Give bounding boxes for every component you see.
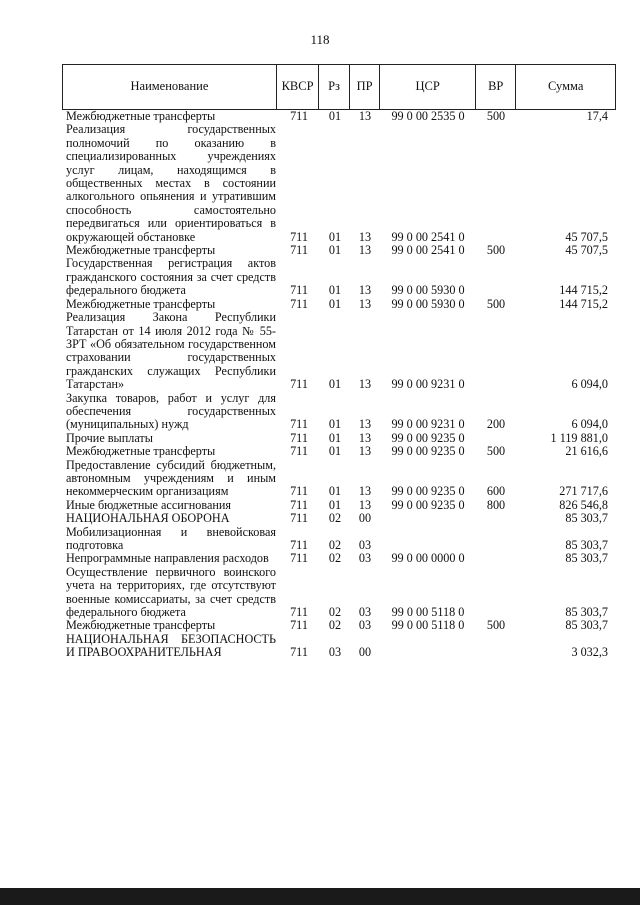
row-rz: 01 (328, 484, 342, 499)
table-row (62, 526, 616, 553)
row-kvsr: 711 (290, 430, 308, 445)
row-sum: 85 303,7 (565, 551, 608, 566)
header-rz: Рз (319, 65, 350, 109)
row-kvsr: 711 (290, 511, 308, 526)
row-csr (380, 633, 476, 660)
table-row (62, 619, 616, 632)
row-pr: 00 (358, 511, 372, 526)
row-csr: 99 0 00 2541 0 (391, 229, 465, 244)
row-sum: 21 616,6 (565, 444, 608, 459)
table-row (62, 298, 616, 311)
row-pr: 03 (358, 551, 372, 566)
table-row (62, 392, 616, 432)
row-vr (476, 512, 516, 525)
row-kvsr: 711 (290, 497, 308, 512)
table-row (62, 633, 616, 660)
row-csr: 99 0 00 9235 0 (391, 444, 465, 459)
row-rz: 01 (328, 497, 342, 512)
row-csr: 99 0 00 9235 0 (391, 430, 465, 445)
row-sum: 1 119 881,0 (550, 430, 608, 445)
row-vr (476, 526, 516, 553)
row-name: Межбюджетные трансферты (66, 618, 216, 633)
row-rz: 02 (328, 538, 342, 552)
row-rz: 01 (328, 377, 342, 392)
row-name: Иные бюджетные ассигнования (66, 497, 232, 512)
row-pr: 13 (358, 377, 372, 392)
row-name: Государственная регистрация актов гражданского состояния за счет средств федерального бюджета (66, 256, 276, 298)
table-row (62, 123, 616, 244)
row-pr: 13 (358, 296, 372, 311)
row-rz: 01 (328, 430, 342, 445)
row-pr: 13 (358, 444, 372, 459)
row-rz: 01 (328, 109, 342, 123)
header-pr: ПР (350, 65, 381, 109)
row-vr (476, 633, 516, 660)
row-rz: 02 (328, 618, 342, 633)
row-vr: 500 (486, 618, 506, 633)
row-sum: 6 094,0 (571, 377, 608, 392)
table-body (62, 110, 616, 660)
row-name: Предоставление субсидий бюджетным, автономным учреждениям и иным некоммерческим организациям (66, 457, 276, 499)
row-kvsr: 711 (290, 417, 308, 432)
row-kvsr: 711 (290, 243, 308, 258)
row-rz: 01 (328, 444, 342, 459)
row-vr: 500 (486, 444, 506, 459)
row-sum: 6 094,0 (571, 417, 608, 432)
row-vr: 600 (486, 484, 506, 499)
row-name: Прочие выплаты (66, 430, 153, 445)
row-name: Реализация Закона Республики Татарстан от 14 июля 2012 года № 55-ЗРТ «Об обязательном государственном страховании государственных гражданских служащих Республики Татарстан» (66, 310, 276, 392)
row-name: Закупка товаров, работ и услуг для обеспечения государственных (муниципальных) нужд (66, 390, 276, 432)
row-vr (476, 432, 516, 445)
row-rz: 01 (328, 229, 342, 244)
row-csr: 99 0 00 9235 0 (391, 497, 465, 512)
table-row (62, 244, 616, 257)
row-kvsr: 711 (290, 551, 308, 566)
header-name: Наименование (63, 65, 277, 109)
row-name: Межбюджетные трансферты (66, 444, 216, 459)
row-csr: 99 0 00 9235 0 (391, 484, 465, 499)
row-pr: 13 (358, 283, 372, 298)
row-csr (380, 512, 476, 525)
row-csr (380, 526, 476, 553)
row-sum: 271 717,6 (559, 484, 608, 499)
table-row (62, 499, 616, 512)
row-sum: 85 303,7 (565, 605, 608, 620)
row-rz: 01 (328, 417, 342, 432)
row-pr: 13 (358, 243, 372, 258)
row-sum: 3 032,3 (571, 645, 608, 660)
row-vr: 800 (486, 497, 506, 512)
table-row (62, 110, 616, 123)
row-vr (476, 552, 516, 565)
row-csr: 99 0 00 9231 0 (391, 417, 465, 432)
row-pr: 03 (358, 618, 372, 633)
row-vr: 500 (486, 243, 506, 258)
row-kvsr: 711 (290, 645, 308, 660)
row-csr: 99 0 00 5118 0 (391, 618, 465, 633)
table-row (62, 445, 616, 458)
row-name: Межбюджетные трансферты (66, 243, 216, 258)
budget-table (62, 64, 616, 660)
row-pr: 13 (358, 229, 372, 244)
table-header (62, 64, 616, 110)
row-name: Непрограммные направления расходов (66, 551, 269, 566)
row-pr: 03 (358, 538, 372, 552)
row-rz: 02 (328, 511, 342, 526)
row-sum: 826 546,8 (559, 497, 608, 512)
row-rz: 02 (328, 551, 342, 566)
row-csr: 99 0 00 9231 0 (391, 377, 465, 392)
row-kvsr: 711 (290, 296, 308, 311)
row-sum: 17,4 (586, 109, 608, 123)
row-kvsr: 711 (290, 605, 308, 620)
header-kvsr: КВСР (277, 65, 319, 109)
table-row (62, 257, 616, 297)
row-rz: 01 (328, 283, 342, 298)
table-row (62, 552, 616, 565)
row-rz: 01 (328, 296, 342, 311)
row-pr: 13 (358, 497, 372, 512)
row-pr: 00 (358, 645, 372, 660)
row-pr: 03 (358, 605, 372, 620)
row-rz: 02 (328, 605, 342, 620)
row-name: Реализация государственных полномочий по оказанию в специализированных учреждениях услуг лицам, находящимся в общественных местах в состоянии алкогольного опьянения и утратившим способность самостоятельно передвигаться или ориентироваться в окружающей обстановке (66, 122, 276, 244)
row-vr (476, 566, 516, 620)
table-row (62, 459, 616, 499)
row-vr (476, 257, 516, 297)
row-sum: 144 715,2 (559, 283, 608, 298)
row-name: Осуществление первичного воинского учета на территориях, где отсутствуют военные комиссариаты, за счет средств федерального бюджета (66, 564, 276, 620)
row-vr: 200 (486, 417, 506, 432)
row-pr: 13 (358, 430, 372, 445)
table-row (62, 432, 616, 445)
table-row (62, 566, 616, 620)
row-csr: 99 0 00 0000 0 (391, 551, 465, 566)
row-kvsr: 711 (290, 109, 308, 123)
row-csr: 99 0 00 5930 0 (391, 283, 465, 298)
row-name: Межбюджетные трансферты (66, 296, 216, 311)
row-vr: 500 (486, 296, 506, 311)
header-csr: ЦСР (380, 65, 476, 109)
row-vr (476, 311, 516, 391)
row-sum: 45 707,5 (565, 229, 608, 244)
row-sum: 45 707,5 (565, 243, 608, 258)
row-vr: 500 (486, 109, 506, 123)
row-vr (476, 123, 516, 244)
row-kvsr: 711 (290, 377, 308, 392)
header-sum: Сумма (548, 79, 584, 94)
row-pr: 13 (358, 109, 372, 123)
row-sum: 85 303,7 (565, 511, 608, 526)
row-pr: 13 (358, 484, 372, 499)
row-sum: 85 303,7 (565, 618, 608, 633)
row-name: НАЦИОНАЛЬНАЯ БЕЗОПАСНОСТЬ И ПРАВООХРАНИТЕЛЬНАЯ (66, 631, 276, 660)
row-sum: 144 715,2 (559, 296, 608, 311)
row-kvsr: 711 (290, 618, 308, 633)
row-rz: 01 (328, 243, 342, 258)
row-csr: 99 0 00 2541 0 (391, 243, 465, 258)
table-row (62, 311, 616, 391)
row-sum: 85 303,7 (565, 538, 608, 552)
row-name: Мобилизационная и вневойсковая подготовка (66, 524, 276, 552)
row-name: Межбюджетные трансферты (66, 109, 216, 123)
table-row (62, 512, 616, 525)
row-name: НАЦИОНАЛЬНАЯ ОБОРОНА (66, 511, 230, 526)
row-kvsr: 711 (290, 538, 308, 552)
page-number: 118 (310, 32, 330, 47)
row-kvsr: 711 (290, 229, 308, 244)
row-pr: 13 (358, 417, 372, 432)
row-kvsr: 711 (290, 444, 308, 459)
row-csr: 99 0 00 5118 0 (391, 605, 465, 620)
row-rz: 03 (328, 645, 342, 660)
row-csr: 99 0 00 2535 0 (391, 109, 465, 123)
row-kvsr: 711 (290, 283, 308, 298)
row-kvsr: 711 (290, 484, 308, 499)
header-vr: ВР (476, 65, 516, 109)
row-csr: 99 0 00 5930 0 (391, 296, 465, 311)
scan-edge (0, 888, 640, 905)
